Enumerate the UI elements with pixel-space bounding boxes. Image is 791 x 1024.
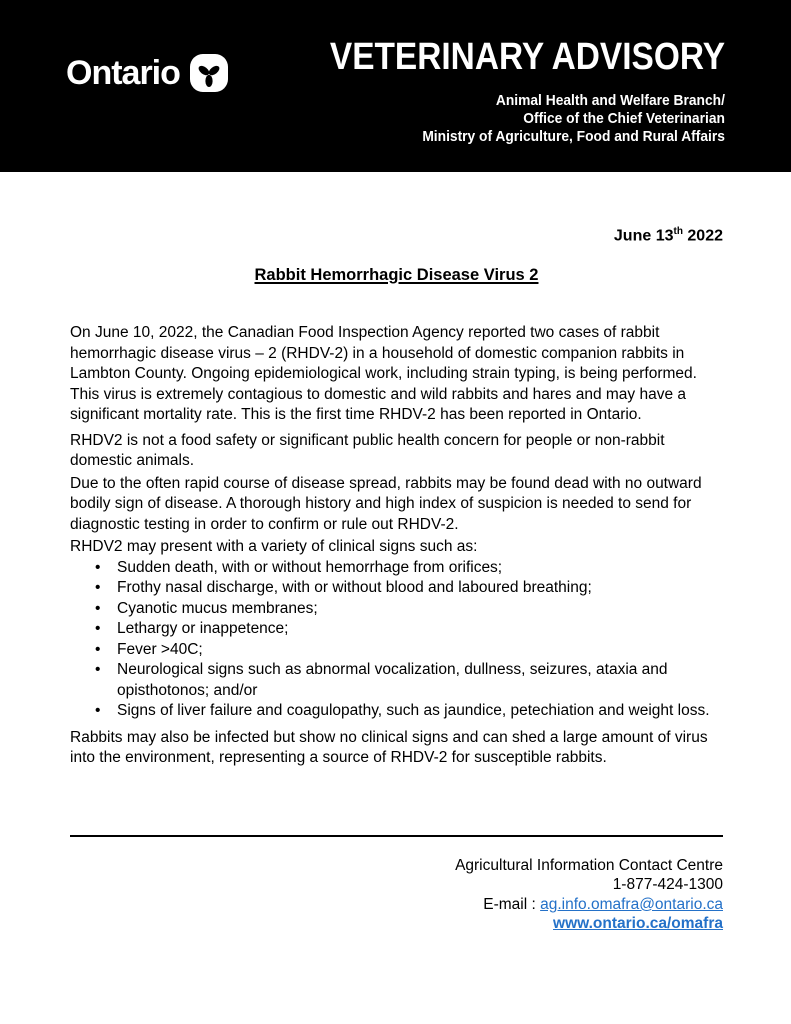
contact-phone: 1-877-424-1300 [612,876,723,894]
advisory-header [0,0,791,172]
document-title: Rabbit Hemorrhagic Disease Virus 2 [254,265,539,284]
paragraph-public-health: RHDV2 is not a food safety or significant public health concern for people or non-rabbit domestic animals. [70,431,665,470]
masthead [276,38,725,146]
clinical-sign-lethargy: • Lethargy or inappetence; [70,619,723,640]
footer-divider [70,835,723,837]
contact-website-line [70,914,723,934]
org-line-office: Office of the Chief Veterinarian [523,110,725,127]
date-ordinal-superscript: th [673,226,683,237]
clinical-sign-fever: • Fever >40C; [70,640,723,661]
clinical-sign-neurological: • Neurological signs such as abnormal vocalization, dullness, seizures, ataxia and opisthotonos; and/or [70,660,723,701]
clinical-sign-liver-failure: • Signs of liver failure and coagulopathy, such as jaundice, petechiation and weight loss. [70,701,723,722]
email-label: E-mail : [483,895,541,913]
advisory-body [0,222,791,934]
org-line-ministry: Ministry of Agriculture, Food and Rural Affairs [422,128,725,145]
date-prefix: June 13 [613,227,674,245]
contact-block [70,856,723,934]
contact-email-line [70,895,723,915]
clinical-sign-nasal-discharge: • Frothy nasal discharge, with or without blood and laboured breathing; [70,578,723,599]
trillium-icon [190,54,228,92]
paragraph-diagnosis: Due to the often rapid course of disease spread, rabbits may be found dead with no outward bodily sign of disease. A thorough history and high index of suspicion is needed to send for diagnostic testing in order to confirm or rule out RHDV-2. [70,474,702,533]
date-line [70,222,723,247]
masthead-title: VETERINARY ADVISORY [329,36,725,78]
clinical-signs-lead: RHDV2 may present with a variety of clinical signs such as: [70,538,478,556]
clinical-signs-list [70,558,723,722]
clinical-sign-sudden-death: • Sudden death, with or without hemorrhage from orifices; [70,558,723,579]
ontario-logo [66,54,228,92]
contact-centre-name: Agricultural Information Contact Centre [455,856,723,874]
email-link[interactable]: ag.info.omafra@ontario.ca [540,895,723,913]
paragraph-outbreak: On June 10, 2022, the Canadian Food Inspection Agency reported two cases of rabbit hemorrhagic disease virus – 2 (RHDV-2) in a household of domestic companion rabbits in Lambton County. Ongoing epidemiological work, including strain typing, is being performed. This virus is extremely contagious to domestic and wild rabbits and hares and may have a significant mortality rate. This is the first time RHDV-2 has been reported in Ontario. [70,324,697,424]
website-link[interactable]: www.ontario.ca/omafra [553,915,723,933]
org-lines [422,92,725,146]
paragraph-shedding: Rabbits may also be infected but show no clinical signs and can shed a large amount of virus into the environment, representing a source of RHDV-2 for susceptible rabbits. [70,728,708,767]
date-suffix: 2022 [682,227,723,245]
ontario-wordmark: Ontario [66,54,180,92]
clinical-sign-cyanotic-membranes: • Cyanotic mucus membranes; [70,599,723,620]
org-line-branch: Animal Health and Welfare Branch/ [495,92,725,109]
